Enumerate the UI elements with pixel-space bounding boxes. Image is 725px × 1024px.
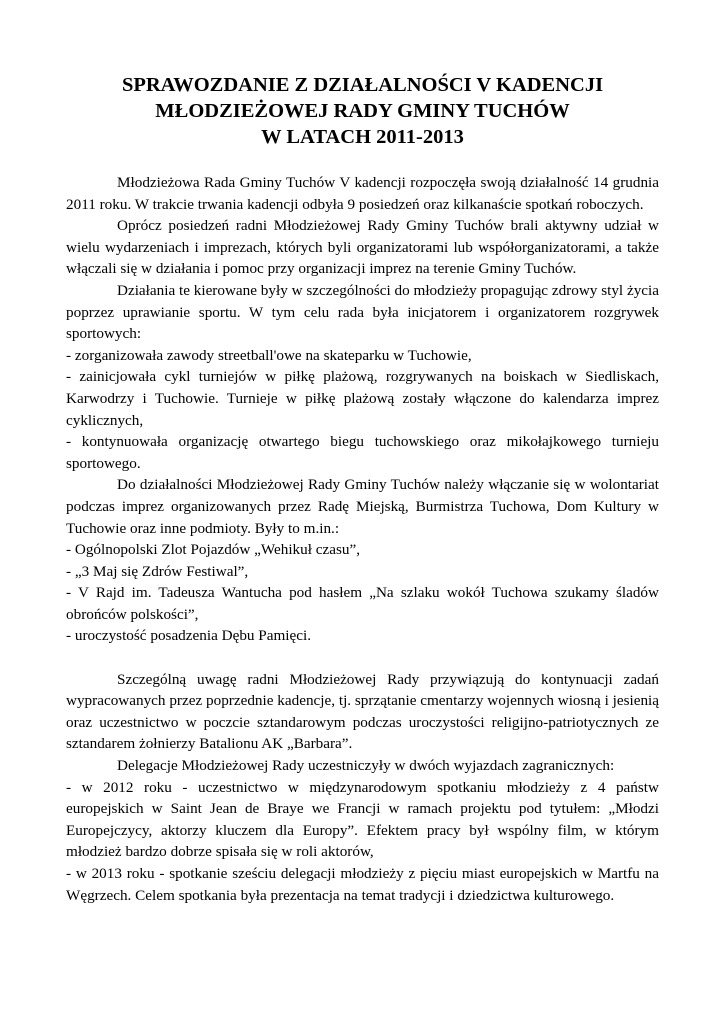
paragraph-volunteering: Do działalności Młodzieżowej Rady Gminy Tuchów należy włączanie się w wolontariat podczas imprez organizowanych przez Radę Miejską, Burmistrza Tuchowa, Dom Kultury w Tuchowie oraz inne podmioty. Były to m.in.: (66, 476, 659, 537)
sport-list (66, 345, 659, 475)
paragraph-start-of-term: Młodzieżowa Rada Gminy Tuchów V kadencji rozpoczęła swoją działalność 14 grudnia 2011 roku. W trakcie trwania kadencji odbyła 9 posiedzeń oraz kilkanaście spotkań roboczych. (66, 174, 659, 213)
list-item: - uroczystość posadzenia Dębu Pamięci. (66, 627, 312, 645)
paragraph-foreign-trips: Delegacje Młodzieżowej Rady uczestniczyły w dwóch wyjazdach zagranicznych: (117, 757, 615, 775)
list-item: - kontynuowała organizację otwartego biegu tuchowskiego oraz mikołajkowego turnieju sportowego. (66, 433, 659, 472)
paragraph-events-participation: Oprócz posiedzeń radni Młodzieżowej Rady Gminy Tuchów brali aktywny udział w wielu wydarzeniach i imprezach, których byli organizatorami lub współorganizatorami, a także włączali się w działania i pomoc przy organizacji imprez na terenie Gminy Tuchów. (66, 217, 659, 278)
list-item: - „3 Maj się Zdrów Festiwal”, (66, 562, 249, 580)
list-item: - zainicjowała cykl turniejów w piłkę plażową, rozgrywanych na boiskach w Siedliskach, Karwodrzy i Tuchowie. Turnieje w piłkę plażową zostały włączone do kalendarza imprez cyklicznych, (66, 368, 659, 429)
event-list (66, 539, 659, 647)
paragraph-continuation-tasks: Szczególną uwagę radni Młodzieżowej Rady przywiązują do kontynuacji zadań wypracowanych przez poprzednie kadencje, tj. sprzątanie cmentarzy wojennych wiosną i jesienią oraz uczestnictwo w poczcie sztandarowym podczas uroczystości religijno-patriotycznych ze sztandarem żołnierzy Batalionu AK „Barbara”. (66, 670, 659, 753)
list-item: - Ogólnopolski Zlot Pojazdów „Wehikuł czasu”, (66, 541, 361, 559)
title-line-1: SPRAWOZDANIE Z DZIAŁALNOŚCI V KADENCJI (121, 74, 604, 96)
title-line-3: W LATACH 2011-2013 (261, 126, 464, 148)
list-item: - V Rajd im. Tadeusza Wantucha pod hasłem „Na szlaku wokół Tuchowa szukamy śladów obrońców polskości”, (66, 584, 659, 623)
list-item: - w 2012 roku - uczestnictwo w międzynarodowym spotkaniu młodzieży z 4 państw europejskich w Saint Jean de Braye we Francji w ramach projektu pod tytułem: „Młodzi Europejczycy, aktorzy kluczem dla Europy”. Efektem pracy był wspólny film, w którym młodzież bardzo dobrze spisała się w roli aktorów, (66, 778, 659, 861)
title-line-2: MŁODZIEŻOWEJ RADY GMINY TUCHÓW (155, 100, 570, 122)
document-body (66, 172, 659, 906)
document-title (66, 72, 659, 150)
trip-list (66, 777, 659, 907)
list-item: - w 2013 roku - spotkanie sześciu delegacji młodzieży z pięciu miast europejskich w Martfu na Węgrzech. Celem spotkania była prezentacja na temat tradycji i dziedzictwa kulturowego. (66, 865, 659, 904)
paragraph-gap (66, 647, 659, 669)
list-item: - zorganizowała zawody streetball'owe na skateparku w Tuchowie, (66, 346, 472, 364)
paragraph-sport-activities: Działania te kierowane były w szczególności do młodzieży propagując zdrowy styl życia poprzez uprawianie sportu. W tym celu rada była inicjatorem i organizatorem rozgrywek sportowych: (66, 281, 659, 343)
